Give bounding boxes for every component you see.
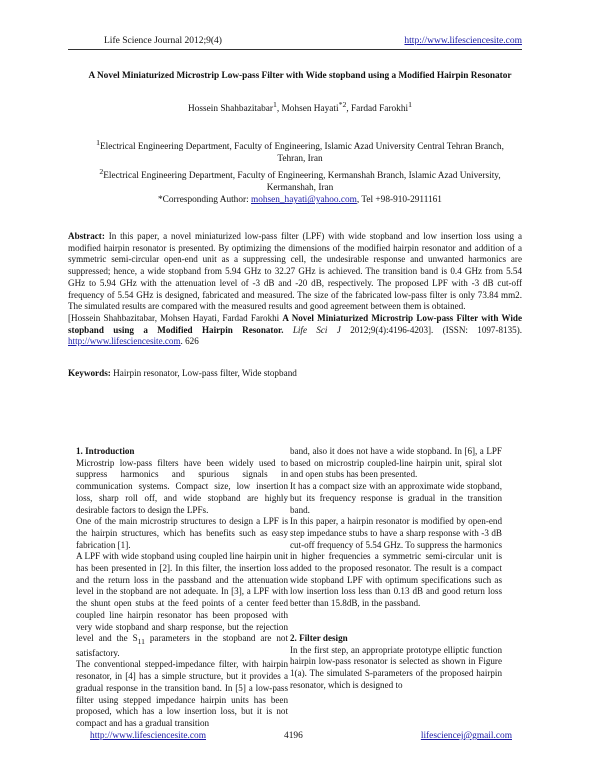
author-2: Mohsen Hayati xyxy=(281,104,339,115)
paragraph: band, also it does not have a wide stopband. In [6], a LPF based on microstrip coupled-line hairpin unit, spiral slot and open stubs has been presented. xyxy=(290,446,502,480)
header-url-link[interactable]: http://www.lifesciencesite.com xyxy=(404,36,522,46)
keywords-label: Keywords: xyxy=(68,368,111,378)
author-1-sup: 1 xyxy=(273,100,277,109)
citation: [Hossein Shahbazitabar, Mohsen Hayati, Fardad Farokhi A Novel Miniaturized Microstrip Low-pass Filter with Wide stopband using a Modified Hairpin Resonator. Life Sci J 2012;9(4):4196-4203]. (ISSN: 1097-8135). http://www.lifesciencesite.com. 626 xyxy=(68,312,522,347)
running-header xyxy=(68,34,522,50)
left-column xyxy=(76,446,288,730)
abstract-text: In this paper, a novel miniaturized low-pass filter (LPF) with wide stopband and low insertion loss using a modified hairpin resonator is presented. By optimizing the dimensions of the modified hairpin resonator and addition of a symmetric semi-circular open-end unit as a suppressing cell, the undesirable response and unwanted harmonics are suppressed; hence, a wide stopband from 5.94 GHz to 32.27 GHz is achieved. The transition band is 0.4 GHz from 5.54 GHz to 5.94 GHz with the attenuation level of -3 dB and -20 dB, respectively. The proposed LPF with -3 dB cut-off frequency of 5.54 GHz is designed, fabricated and measured. The size of the fabricated low-pass filter is only 73.84 mm2. The simulated results are compared with the measured results and good agreement between them is obtained. xyxy=(68,231,522,312)
section-heading-introduction: 1. Introduction xyxy=(76,446,135,456)
affiliation-2-city: Kermanshah, Iran xyxy=(266,183,334,194)
right-column xyxy=(290,446,502,691)
corresponding-author: *Corresponding Author: mohsen_hayati@yahoo.com, Tel +98-910-2911161 xyxy=(158,195,442,206)
author-1: Hossein Shahbazitabar xyxy=(188,104,273,115)
paragraph: In the first step, an appropriate prototype elliptic function hairpin low-pass resonator is selected as shown in Figure 1(a). The simulated S-parameters of the proposed hairpin resonator, which is designed to xyxy=(290,644,502,690)
affiliation-1-city: Tehran, Iran xyxy=(277,154,323,165)
corresponding-email-link[interactable]: mohsen_hayati@yahoo.com xyxy=(250,195,357,206)
paper-title: A Novel Miniaturized Microstrip Low-pass Filter with Wide stopband using a Modified Hairpin Resonator xyxy=(88,71,512,81)
affiliation-2: $^2$Electrical Engineering Department, Faculty of Engineering, Kermanshah Branch, Islamic Azad University, xyxy=(99,166,501,181)
keywords-text: Hairpin resonator, Low-pass filter, Wide stopband xyxy=(110,368,297,378)
paragraph: One of the main microstrip structures to design a LPF is the hairpin structures, which has benefits such as easy fabrication [1]. xyxy=(76,516,288,550)
keywords xyxy=(68,368,522,378)
citation-url-link[interactable]: http://www.lifesciencesite.com xyxy=(68,336,181,347)
page-footer xyxy=(68,731,522,745)
footer-url-link[interactable]: http://www.lifesciencesite.com xyxy=(90,731,207,741)
header-divider xyxy=(68,49,522,50)
affiliations xyxy=(60,137,540,207)
author-list: Hossein Shahbazitabar$^1$, Mohsen Hayati$^{*2}$, Fardad Farokhi$^1$ xyxy=(188,100,412,115)
section-heading-filter-design: 2. Filter design xyxy=(290,632,348,643)
citation-title: A Novel Miniaturized Microstrip Low-pass Filter with Wide stopband using a Modified Hairpin Resonator. xyxy=(68,312,522,335)
footer-email-link[interactable]: lifesciencej@gmail.com xyxy=(420,731,512,741)
author-2-sup: *2 xyxy=(338,100,347,109)
paragraph: A LPF with wide stopband using coupled line hairpin unit has been presented in [2]. In this filter, the insertion loss and the return loss in the passband and the attenuation level in the stopband are not adequate. In [3], a LPF with the shunt open stubs at the feed points of a center feed coupled line hairpin resonator has been proposed with very wide stopband and sharp response, but the rejection level and the $S_{11}$ parameters in the stopband are not satisfactory. xyxy=(76,551,288,658)
paragraph: In this paper, a hairpin resonator is modified by open-end step impedance stubs to have a sharp response with -3 dB cut-off frequency of 5.54 GHz. To suppress the harmonics in higher frequencies a symmetric semi-circular unit is added to the proposed resonator. The result is a compact wide stopband LPF with optimum specifications such as low insertion loss less than 0.13 dB and good return loss better than 15.8dB, in the passband. xyxy=(290,516,502,609)
author-3: Fardad Farokhi xyxy=(351,104,409,115)
journal-name: Life Science Journal 2012;9(4) xyxy=(104,36,222,46)
abstract-label: Abstract: xyxy=(68,231,105,241)
page-number: 4196 xyxy=(284,731,303,741)
paragraph: Microstrip low-pass filters have been widely used to suppress harmonics and spurious signals in communication systems. Compact size, low insertion loss, sharp roll off, and wide stopband are highly desirable factors to design the LPFs. xyxy=(76,457,288,515)
paragraph: The conventional stepped-impedance filter, with hairpin resonator, in [4] has a simple structure, but it provides a gradual response in the transition band. In [5] a low-pass filter using stepped impedance hairpin units has been proposed, which has a low insertion loss, but it is not compact and has a gradual transition xyxy=(76,659,288,728)
author-3-sup: 1 xyxy=(408,100,412,109)
affiliation-1: $^1$Electrical Engineering Department, Faculty of Engineering, Islamic Azad University Central Tehran Branch, xyxy=(96,138,504,153)
paragraph: It has a compact size with an approximate wide stopband, but its frequency response is gradual in the transition band. xyxy=(290,481,502,515)
abstract xyxy=(68,231,522,348)
